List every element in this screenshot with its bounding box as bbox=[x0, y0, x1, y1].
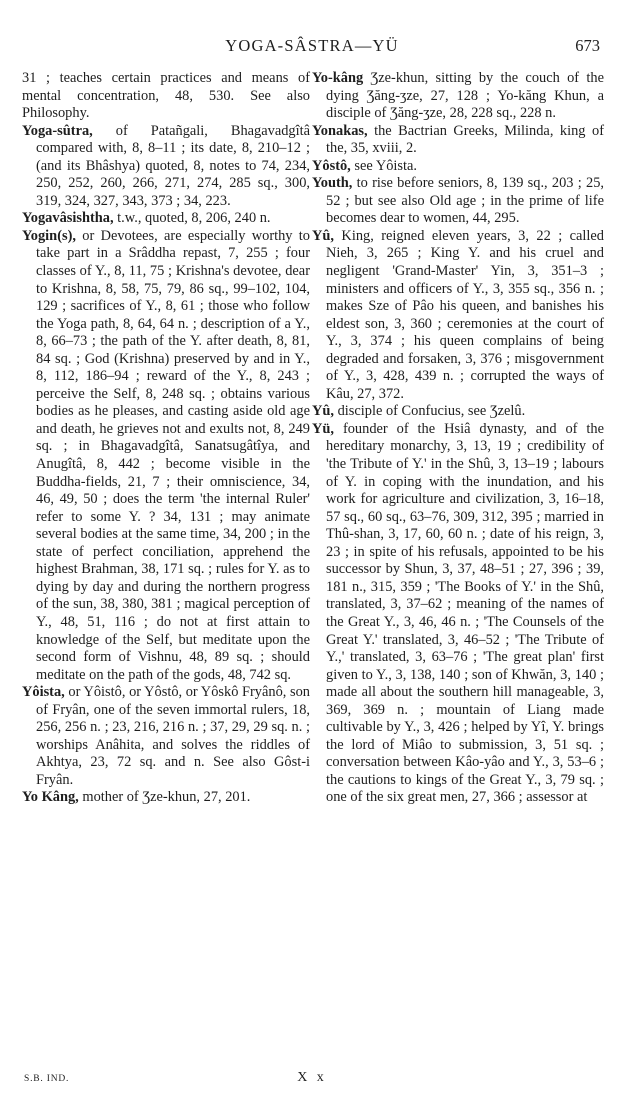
entry-headword: Yü, bbox=[312, 420, 334, 437]
entry-headword: Yonakas, bbox=[312, 122, 368, 139]
right-column bbox=[312, 70, 604, 807]
entry-text: King, reigned eleven years, 3, 22 ; called Nieh, 3, 265 ; King Y. and his cruel and negligent 'Grand-Master' Yin, 3, 351–3 ; ministers and officers of Y., 3, 355 sq., 356 n. ; makes Sze of Pâo his queen, and banishes his eldest son, 3, 360 ; ceremonies at the court of Y., 3, 374 ; his queen complains of being degraded and forsaken, 3, 376 ; misgovernment of Y., 3, 428, 439 n. ; corrupted the ways of Kâu, 27, 372. bbox=[326, 227, 604, 402]
entry-text: disciple of Confucius, see Ʒzelû. bbox=[334, 403, 526, 420]
entry-text: or Devotees, are especially worthy to take part in a Srâddha repast, 7, 255 ; four classes of Y., 8, 11, 75 ; Krishna's devotee, dear to Krishna, 8, 58, 75, 79, 86 sq., 99–102, 104, 129 ; sacrifices of Y., 8, 61 ; those who follow the Yoga path, 8, 64, 64 n. ; description of a Y., 8, 66–73 ; the path of the Y. after death, 8, 81, 84 sq. ; God (Krishna) preserved by and in Y., 8, 112, 186–94 ; reward of the Y., 8, 243 ; perceive the Self, 8, 248 sq. ; obtains various bodies as he pleases, and casting aside old age and death, he grieves not and exults not, 8, 249 sq. ; in Bhagavadgîtâ, Sanatsugâtîya, and Anugîtâ, 8, 442 ; become visible in the Buddha-fields, 21, 7 ; their omniscience, 34, 46, 49, 50 ; does the term 'the internal Ruler' refer to some Y. ? 34, 131 ; may animate several bodies at the same time, 34, 200 ; in the state of perfect conciliation, apprehend the highest Brahman, 38, 171 sq. ; rules for Y. as to dying by day and during the northern progress of the sun, 38, 380, 381 ; magical perception of Y., 48, 51, 116 ; do not at first attain to knowledge of the Self, but meditate upon the second form of Vishnu, 48, 89 sq. ; should meditate on the path of the gods, 48, 742 sq. bbox=[36, 227, 310, 683]
page-number: 673 bbox=[575, 36, 600, 55]
entry-text: Ʒze-khun, sitting by the couch of the dying Ʒăng-ʒze, 27, 128 ; Yo-kăng Khun, a disciple of Ʒăng-ʒze, 28, 228 sq., 228 n. bbox=[326, 70, 604, 122]
index-entry bbox=[22, 228, 310, 684]
index-entry bbox=[312, 421, 604, 807]
entry-text: to rise before seniors, 8, 139 sq., 203 ; 25, 52 ; but see also Old age ; in the prime of life becomes dear to women, 44, 295. bbox=[326, 175, 604, 227]
entry-text: 31 ; teaches certain practices and means of mental concentration, 48, 530. See also Philosophy. bbox=[22, 70, 310, 122]
index-entry bbox=[312, 228, 604, 403]
entry-headword: Yôista, bbox=[22, 684, 65, 701]
entry-text: t.w., quoted, 8, 206, 240 n. bbox=[113, 210, 271, 227]
entry-headword: Yogavâsishtha, bbox=[22, 210, 114, 227]
entry-text: see Yôista. bbox=[350, 157, 417, 174]
index-entry bbox=[22, 123, 310, 211]
index-entry bbox=[22, 70, 310, 123]
entry-headword: Yoga-sûtra, bbox=[22, 122, 93, 139]
entry-text: mother of Ʒze-khun, 27, 201. bbox=[78, 789, 251, 806]
sheet-mark: X x bbox=[297, 1070, 327, 1085]
page-footer bbox=[0, 1070, 624, 1094]
entry-text: founder of the Hsiâ dynasty, and of the hereditary monarchy, 3, 13, 19 ; credibility of 'the Tribute of Y.' in the Shû, 3, 13–19 ; labours of Y. in coping with the inundation, and his work for agriculture and civilization, 3, 16–18, 57 sq., 60 sq., 63–76, 309, 312, 395 ; married in Thû-shan, 3, 17, 60, 60 n. ; date of his reign, 3, 23 ; in spite of his refusals, appointed to be his successor by Shun, 3, 37, 48–51 ; 27, 396 ; 39, 181 n., 315, 359 ; 'The Books of Y.' in the Shû, translated, 3, 37–62 ; meaning of the names of the Great Y., 3, 46, 46 n. ; 'The Counsels of the Great Y.' translated, 3, 46–52 ; 'The Tribute of Y.,' translated, 3, 63–76 ; 'The great plan' first given to Y., 3, 138, 140 ; son of Khwăn, 3, 140 ; made all about the southern hill manageable, 3, 369, 369 n. ; mountain of Liang made cultivable by Y., 3, 426 ; helped by Yî, Y. brings the lord of Miâo to submission, 3, 51 sq. ; conversation between Kâo-yâo and Y., 3, 53–6 ; the cautions to kings of the Great Y., 3, 79 sq. ; one of the six great men, 27, 366 ; assessor at bbox=[326, 420, 604, 806]
entry-headword: Yo Kâng, bbox=[22, 789, 79, 806]
entry-headword: Yo-kâng bbox=[312, 70, 364, 86]
entry-text: or Yôistô, or Yôstô, or Yôskô Fryânô, son of Fryân, one of the seven immortal rulers, 18, 256, 256 n. ; 23, 216, 216 n. ; 37, 29, 29 sq. n. ; worships Anâhita, and solves the riddles of Akhtya, 23, 72 sq. and n. See also Gôst-i Fryân. bbox=[36, 684, 310, 788]
page-header bbox=[0, 36, 624, 60]
index-entry bbox=[312, 123, 604, 158]
entry-headword: Yôstô, bbox=[312, 157, 351, 174]
left-column bbox=[22, 70, 310, 807]
entry-headword: Yû, bbox=[312, 403, 334, 420]
entry-text: of Patañgali, Bhagavadgîtâ compared with, 8, 8–11 ; its date, 8, 210–12 ; (and its Bhâshya) quoted, 8, notes to 74, 234, 250, 252, 260, 266, 271, 274, 285 sq., 300, 319, 324, 327, 343, 373 ; 34, 223. bbox=[36, 122, 310, 209]
index-entry bbox=[312, 158, 604, 176]
entry-headword: Youth, bbox=[312, 175, 353, 192]
index-entry bbox=[22, 684, 310, 789]
signature-mark: S.B. IND. bbox=[24, 1074, 70, 1084]
entry-headword: Yû, bbox=[312, 227, 334, 244]
index-entry bbox=[312, 70, 604, 123]
entry-headword: Yogin(s), bbox=[22, 227, 76, 244]
index-entry bbox=[22, 789, 310, 807]
running-title: YOGA-SÂSTRA—YÜ bbox=[225, 36, 399, 55]
entry-text: the Bactrian Greeks, Milinda, king of the, 35, xviii, 2. bbox=[326, 122, 604, 157]
index-entry bbox=[22, 210, 310, 228]
index-entry bbox=[312, 403, 604, 421]
index-entry bbox=[312, 175, 604, 228]
